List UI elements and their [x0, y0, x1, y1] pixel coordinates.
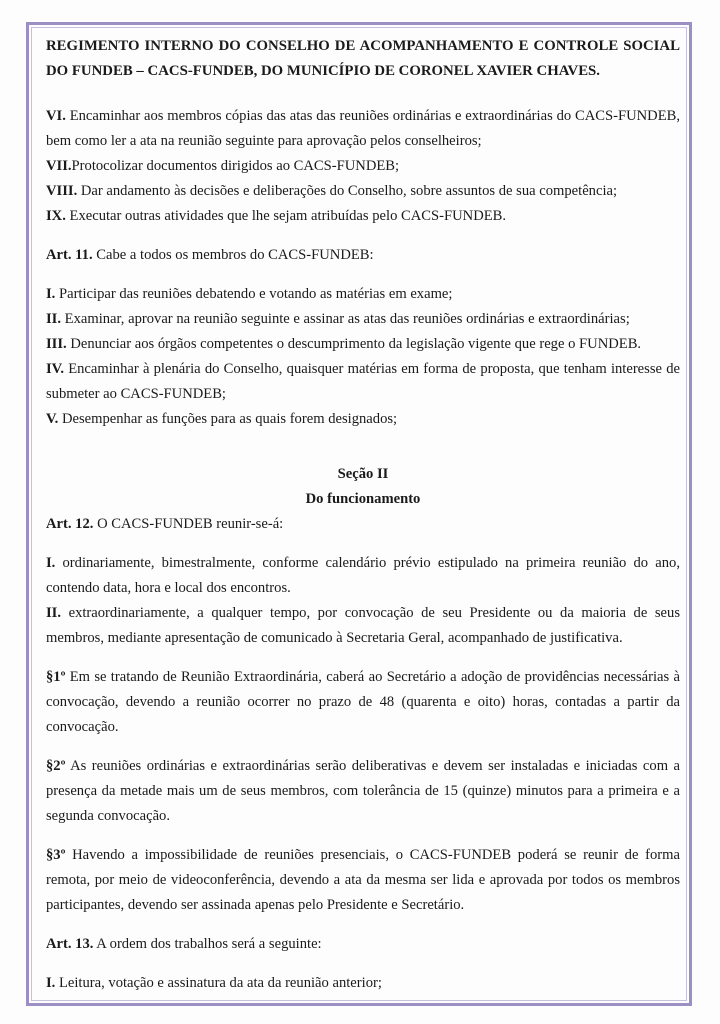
article-13-list	[46, 971, 680, 996]
list-item: VIII. Dar andamento às decisões e deliberações do Conselho, sobre assuntos de sua competência;	[46, 183, 618, 199]
list-item: V. Desempenhar as funções para as quais forem designados;	[46, 411, 398, 427]
paragraph-2: §2º As reuniões ordinárias e extraordinárias serão deliberativas e devem ser instaladas e iniciadas com a presença da metade mais um de seus membros, com tolerância de 15 (quinze) minutos para a primeira e a segunda convocação.	[46, 758, 680, 824]
duties-list-continued	[46, 104, 680, 229]
document-title: REGIMENTO INTERNO DO CONSELHO DE ACOMPANHAMENTO E CONTROLE SOCIAL DO FUNDEB – CACS-FUNDEB, DO MUNICÍPIO DE CORONEL XAVIER CHAVES.	[46, 38, 680, 79]
document-body	[46, 34, 680, 996]
paragraph-1: §1º Em se tratando de Reunião Extraordinária, caberá ao Secretário a adoção de providências necessárias à convocação, devendo a reunião ocorrer no prazo de 48 (quarenta e oito) horas, contadas a partir da convocação.	[46, 669, 680, 735]
article-12: Art. 12. O CACS-FUNDEB reunir-se-á:	[46, 516, 284, 532]
article-11-list	[46, 282, 680, 432]
list-item: VII.Protocolizar documentos dirigidos ao CACS-FUNDEB;	[46, 158, 400, 174]
section-subheading: Do funcionamento	[305, 491, 421, 507]
list-item: III. Denunciar aos órgãos competentes o descumprimento da legislação vigente que rege o FUNDEB.	[46, 336, 642, 352]
list-item: I. Leitura, votação e assinatura da ata da reunião anterior;	[46, 975, 382, 991]
article-13: Art. 13. A ordem dos trabalhos será a seguinte:	[46, 936, 322, 952]
list-item: I. ordinariamente, bimestralmente, conforme calendário prévio estipulado na primeira reunião do ano, contendo data, hora e local dos encontros.	[46, 555, 680, 596]
article-12-list	[46, 551, 680, 651]
list-item: II. extraordinariamente, a qualquer tempo, por convocação de seu Presidente ou da maioria de seus membros, mediante apresentação de comunicado à Secretaria Geral, acompanhado de justificativa.	[46, 605, 680, 646]
list-item: IX. Executar outras atividades que lhe sejam atribuídas pelo CACS-FUNDEB.	[46, 208, 507, 224]
section-heading: Seção II	[337, 466, 389, 482]
list-item: IV. Encaminhar à plenária do Conselho, quaisquer matérias em forma de proposta, que tenham interesse de submeter ao CACS-FUNDEB;	[46, 361, 680, 402]
list-item: I. Participar das reuniões debatendo e votando as matérias em exame;	[46, 286, 453, 302]
paragraph-3: §3º Havendo a impossibilidade de reuniões presenciais, o CACS-FUNDEB poderá se reunir de forma remota, por meio de videoconferência, devendo a ata da mesma ser lida e aprovada por todos os membros participantes, devendo ser assinada apenas pelo Presidente e Secretário.	[46, 847, 680, 913]
list-item: II. Examinar, aprovar na reunião seguinte e assinar as atas das reuniões ordinárias e extraordinárias;	[46, 311, 630, 327]
article-11: Art. 11. Cabe a todos os membros do CACS-FUNDEB:	[46, 247, 374, 263]
list-item: VI. Encaminhar aos membros cópias das atas das reuniões ordinárias e extraordinárias do CACS-FUNDEB, bem como ler a ata na reunião seguinte para aprovação pelos conselheiros;	[46, 108, 680, 149]
